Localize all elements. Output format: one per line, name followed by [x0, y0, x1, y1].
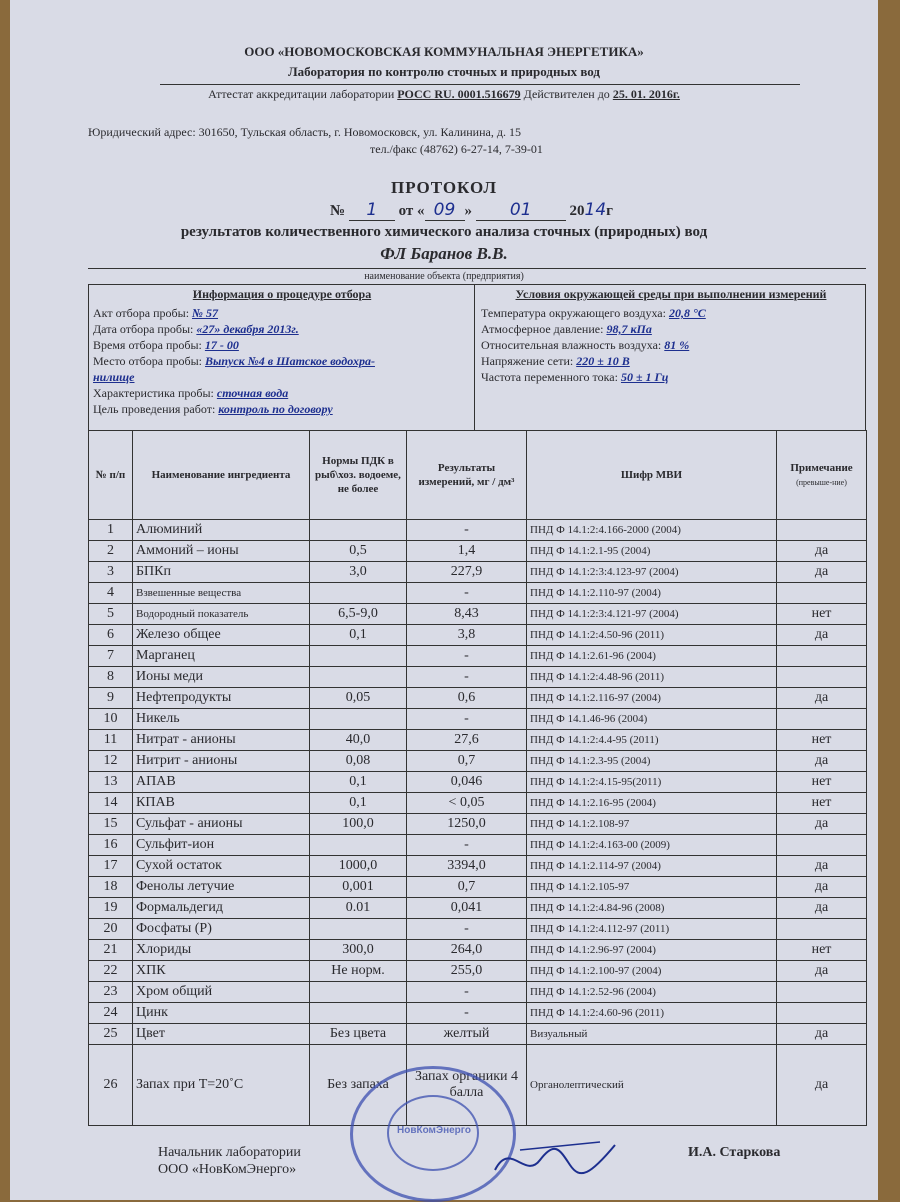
cell-num: 8: [89, 667, 133, 688]
sampling-info: Информация о процедуре отбора Акт отбора пробы: № 57 Дата отбора пробы: «27» декабря 2013г. Время отбора пробы: 17 - 00 Место отбора пробы: Выпуск №4 в Шатское водохра- нилище Характеристика пробы: сточная вода Цель проведения работ: контроль по договору: [93, 287, 471, 417]
cell-name: Никель: [133, 709, 310, 730]
cell-result: -: [407, 667, 527, 688]
pressure-value: 98,7 кПа: [606, 322, 652, 336]
table-row: [89, 562, 867, 583]
cell-result: 3394,0: [407, 856, 527, 877]
cell-note: да: [777, 1024, 867, 1045]
cell-name: Ионы меди: [133, 667, 310, 688]
humidity-value: 81 %: [664, 338, 690, 352]
protocol-title: ПРОТОКОЛ: [390, 178, 497, 197]
signer-org: ООО «НовКомЭнерго»: [158, 1162, 297, 1177]
cell-result: -: [407, 982, 527, 1003]
place-value: Выпуск №4 в Шатское водохра-: [205, 354, 375, 368]
cell-norm: [310, 982, 407, 1003]
cell-norm: 0,05: [310, 688, 407, 709]
col-header-note: Примечание (превыше-ние): [777, 431, 867, 520]
cell-method: ПНД Ф 14.1:2.61-96 (2004): [527, 646, 777, 667]
cell-method: ПНД Ф 14.1:2:4.15-95(2011): [527, 772, 777, 793]
cell-note: нет: [777, 940, 867, 961]
cell-result: 8,43: [407, 604, 527, 625]
legal-address: Юридический адрес: 301650, Тульская область, г. Новомосковск, ул. Калинина, д. 15: [88, 125, 521, 139]
protocol-month: 01: [509, 200, 532, 220]
cell-norm: 40,0: [310, 730, 407, 751]
cell-norm: 0,1: [310, 772, 407, 793]
cell-norm: [310, 1003, 407, 1024]
accreditation-line: Аттестат аккредитации лаборатории РОСС RU. 0001.516679 Действителен до 25. 01. 2016г.: [208, 87, 680, 101]
cell-norm: 3,0: [310, 562, 407, 583]
table-row: [89, 940, 867, 961]
cell-num: 6: [89, 625, 133, 646]
table-row: [89, 772, 867, 793]
cell-note: [777, 982, 867, 1003]
cell-num: 13: [89, 772, 133, 793]
cell-name: Цвет: [133, 1024, 310, 1045]
cell-name: Алюминий: [133, 520, 310, 541]
org-name: ООО «НОВОМОСКОВСКАЯ КОММУНАЛЬНАЯ ЭНЕРГЕТИКА»: [244, 44, 644, 59]
time-value: 17 - 00: [204, 338, 239, 352]
object-name: ФЛ Баранов В.В.: [380, 244, 508, 263]
cell-name: ХПК: [133, 961, 310, 982]
goal-value: контроль по договору: [218, 402, 333, 416]
sampling-title: Информация о процедуре отбора: [192, 287, 372, 301]
cell-method: ПНД Ф 14.1:2.16-95 (2004): [527, 793, 777, 814]
cell-note: [777, 520, 867, 541]
cell-num: 9: [89, 688, 133, 709]
cell-note: [777, 835, 867, 856]
cell-method: ПНД Ф 14.1:2.108-97: [527, 814, 777, 835]
cell-result: 0,7: [407, 751, 527, 772]
cell-result: 0,7: [407, 877, 527, 898]
cell-norm: 0.01: [310, 898, 407, 919]
col-header-method: Шифр МВИ: [527, 431, 777, 520]
table-row: [89, 520, 867, 541]
cell-method: ПНД Ф 14.1:2:4.163-00 (2009): [527, 835, 777, 856]
cell-note: [777, 667, 867, 688]
cell-name: БПКп: [133, 562, 310, 583]
cell-method: ПНД Ф 14.1:2.1-95 (2004): [527, 541, 777, 562]
cell-norm: [310, 709, 407, 730]
cell-method: ПНД Ф 14.1:2:4.112-97 (2011): [527, 919, 777, 940]
cell-name: Сульфат - анионы: [133, 814, 310, 835]
cell-result: -: [407, 1003, 527, 1024]
cell-norm: 6,5-9,0: [310, 604, 407, 625]
cell-method: ПНД Ф 14.1:2:3:4.123-97 (2004): [527, 562, 777, 583]
cell-result: 0,046: [407, 772, 527, 793]
cell-method: ПНД Ф 14.1:2:4.50-96 (2011): [527, 625, 777, 646]
cell-name: Сульфит-ион: [133, 835, 310, 856]
voltage-value: 220 ± 10 В: [576, 354, 630, 368]
cell-method: ПНД Ф 14.1:2.116-97 (2004): [527, 688, 777, 709]
cell-name: Взвешенные вещества: [133, 583, 310, 604]
table-row: [89, 646, 867, 667]
cell-name: Сухой остаток: [133, 856, 310, 877]
cell-num: 26: [89, 1045, 133, 1126]
cell-method: ПНД Ф 14.1:2:4.84-96 (2008): [527, 898, 777, 919]
table-row: [89, 961, 867, 982]
cell-note: да: [777, 562, 867, 583]
cell-num: 22: [89, 961, 133, 982]
table-row: [89, 667, 867, 688]
cell-result: желтый: [407, 1024, 527, 1045]
cell-note: да: [777, 688, 867, 709]
cell-num: 5: [89, 604, 133, 625]
cell-result: -: [407, 646, 527, 667]
cell-result: Запах органики 4 балла: [407, 1045, 527, 1126]
cell-num: 11: [89, 730, 133, 751]
table-row: [89, 709, 867, 730]
cell-method: ПНД Ф 14.1:2:4.60-96 (2011): [527, 1003, 777, 1024]
protocol-year: 14: [584, 200, 607, 220]
cell-norm: 0,1: [310, 625, 407, 646]
object-caption: наименование объекта (предприятия): [364, 271, 524, 282]
cell-num: 15: [89, 814, 133, 835]
cell-norm: Без цвета: [310, 1024, 407, 1045]
cell-result: -: [407, 709, 527, 730]
table-row: [89, 583, 867, 604]
cell-result: -: [407, 583, 527, 604]
header-divider: [160, 84, 800, 85]
table-row: [89, 541, 867, 562]
act-value: № 57: [192, 306, 219, 320]
temp-value: 20,8 °С: [668, 306, 706, 320]
cell-norm: [310, 583, 407, 604]
cell-note: да: [777, 856, 867, 877]
table-row: [89, 751, 867, 772]
cell-result: 264,0: [407, 940, 527, 961]
cell-note: да: [777, 961, 867, 982]
cell-num: 23: [89, 982, 133, 1003]
cell-norm: [310, 520, 407, 541]
cell-method: ПНД Ф 14.1:2.52-96 (2004): [527, 982, 777, 1003]
cell-note: [777, 709, 867, 730]
lab-stamp: НовКомЭнерго: [350, 1066, 516, 1202]
cell-method: ПНД Ф 14.1:2:4.4-95 (2011): [527, 730, 777, 751]
cell-note: да: [777, 751, 867, 772]
cell-norm: [310, 919, 407, 940]
cell-note: да: [777, 1045, 867, 1126]
phone-fax: тел./факс (48762) 6-27-14, 7-39-01: [370, 142, 543, 156]
cell-result: 1250,0: [407, 814, 527, 835]
cell-result: -: [407, 919, 527, 940]
cell-note: да: [777, 541, 867, 562]
cell-method: ПНД Ф 14.1:2.96-97 (2004): [527, 940, 777, 961]
cell-num: 10: [89, 709, 133, 730]
signer-name: И.А. Старкова: [688, 1145, 781, 1160]
cell-method: ПНД Ф 14.1:2.100-97 (2004): [527, 961, 777, 982]
cell-num: 18: [89, 877, 133, 898]
cell-result: -: [407, 835, 527, 856]
cell-num: 3: [89, 562, 133, 583]
table-row: [89, 625, 867, 646]
cell-method: Органолептический: [527, 1045, 777, 1126]
table-row: [89, 898, 867, 919]
cell-norm: 1000,0: [310, 856, 407, 877]
cell-result: 0,041: [407, 898, 527, 919]
cell-num: 1: [89, 520, 133, 541]
info-block: [88, 284, 866, 431]
table-row: [89, 730, 867, 751]
cell-result: 27,6: [407, 730, 527, 751]
cell-norm: 0,001: [310, 877, 407, 898]
cell-result: 3,8: [407, 625, 527, 646]
cell-name: Хлориды: [133, 940, 310, 961]
protocol-day: 09: [433, 200, 456, 220]
results-table: [88, 430, 867, 1126]
cell-note: да: [777, 898, 867, 919]
protocol-subtitle: результатов количественного химического анализа сточных (природных) вод: [180, 224, 708, 240]
cell-name: Нитрит - анионы: [133, 751, 310, 772]
date-value: «27» декабря 2013г.: [196, 322, 299, 336]
cell-name: Формальдегид: [133, 898, 310, 919]
cell-num: 4: [89, 583, 133, 604]
table-row: [89, 856, 867, 877]
document-page: [10, 0, 878, 1200]
cell-name: Нитрат - анионы: [133, 730, 310, 751]
protocol-number: 1: [366, 200, 378, 220]
cell-method: ПНД Ф 14.1:2:3:4.121-97 (2004): [527, 604, 777, 625]
table-row: [89, 793, 867, 814]
cell-name: Аммоний – ионы: [133, 541, 310, 562]
cell-num: 16: [89, 835, 133, 856]
cell-norm: Без запаха: [310, 1045, 407, 1126]
protocol-number-line: № 1 от « 09 » 01 2014г: [330, 200, 613, 220]
cell-name: Хром общий: [133, 982, 310, 1003]
table-row: [89, 688, 867, 709]
cell-note: да: [777, 814, 867, 835]
cell-norm: 100,0: [310, 814, 407, 835]
cell-result: 0,6: [407, 688, 527, 709]
cell-note: [777, 919, 867, 940]
cell-result: 227,9: [407, 562, 527, 583]
cell-norm: [310, 835, 407, 856]
cell-num: 14: [89, 793, 133, 814]
cell-num: 24: [89, 1003, 133, 1024]
cell-name: Водородный показатель: [133, 604, 310, 625]
cell-result: -: [407, 520, 527, 541]
col-header-norm: Нормы ПДК в рыб\хоз. водоеме, не более: [310, 431, 407, 520]
cell-note: нет: [777, 604, 867, 625]
table-row: [89, 604, 867, 625]
col-header-num: № п/п: [89, 431, 133, 520]
signer-role: Начальник лаборатории: [158, 1145, 301, 1160]
cell-num: 20: [89, 919, 133, 940]
cell-result: 255,0: [407, 961, 527, 982]
cell-method: Визуальный: [527, 1024, 777, 1045]
cell-note: [777, 646, 867, 667]
cell-method: ПНД Ф 14.1:2.114-97 (2004): [527, 856, 777, 877]
cell-norm: [310, 646, 407, 667]
cell-name: Марганец: [133, 646, 310, 667]
col-header-name: Наименование ингредиента: [133, 431, 310, 520]
cell-method: ПНД Ф 14.1:2.105-97: [527, 877, 777, 898]
cell-num: 7: [89, 646, 133, 667]
cell-norm: 300,0: [310, 940, 407, 961]
cell-name: Фосфаты (Р): [133, 919, 310, 940]
cell-note: да: [777, 877, 867, 898]
conditions-info: Условия окружающей среды при выполнении измерений Температура окружающего воздуха: 20,8 °С Атмосферное давление: 98,7 кПа Относительная влажность воздуха: 81 % Напряжение сети: 220 ± 10 В Частота переменного тока: 50 ± 1 Гц: [481, 287, 861, 385]
cell-num: 17: [89, 856, 133, 877]
info-divider: [474, 285, 475, 430]
frequency-value: 50 ± 1 Гц: [620, 370, 669, 384]
table-row: [89, 1024, 867, 1045]
cell-method: ПНД Ф 14.1.46-96 (2004): [527, 709, 777, 730]
cell-name: Цинк: [133, 1003, 310, 1024]
cell-name: Запах при Т=20˚С: [133, 1045, 310, 1126]
cell-num: 12: [89, 751, 133, 772]
cell-name: КПАВ: [133, 793, 310, 814]
table-row: [89, 814, 867, 835]
cell-num: 21: [89, 940, 133, 961]
cell-note: нет: [777, 793, 867, 814]
table-row: [89, 982, 867, 1003]
lab-name: Лаборатория по контролю сточных и природных вод: [287, 64, 601, 79]
signature: [490, 1130, 620, 1190]
conditions-title: Условия окружающей среды при выполнении измерений: [515, 287, 827, 301]
cell-norm: [310, 667, 407, 688]
cell-name: Нефтепродукты: [133, 688, 310, 709]
table-header-row: [89, 431, 867, 520]
cell-norm: 0,5: [310, 541, 407, 562]
cell-norm: 0,08: [310, 751, 407, 772]
object-underline: [88, 268, 866, 269]
cell-method: ПНД Ф 14.1:2.110-97 (2004): [527, 583, 777, 604]
cell-note: [777, 583, 867, 604]
col-header-result: Результаты измерений, мг / дм³: [407, 431, 527, 520]
cell-num: 19: [89, 898, 133, 919]
char-value: сточная вода: [216, 386, 289, 400]
cell-note: нет: [777, 772, 867, 793]
cell-note: нет: [777, 730, 867, 751]
table-row: [89, 1003, 867, 1024]
cell-method: ПНД Ф 14.1:2.3-95 (2004): [527, 751, 777, 772]
table-row: [89, 835, 867, 856]
cell-num: 25: [89, 1024, 133, 1045]
cell-num: 2: [89, 541, 133, 562]
cell-result: 1,4: [407, 541, 527, 562]
cell-norm: Не норм.: [310, 961, 407, 982]
cell-note: [777, 1003, 867, 1024]
table-row: [89, 877, 867, 898]
cell-result: < 0,05: [407, 793, 527, 814]
cell-norm: 0,1: [310, 793, 407, 814]
cell-name: АПАВ: [133, 772, 310, 793]
cell-name: Фенолы летучие: [133, 877, 310, 898]
cell-method: ПНД Ф 14.1:2:4.48-96 (2011): [527, 667, 777, 688]
cell-method: ПНД Ф 14.1:2:4.166-2000 (2004): [527, 520, 777, 541]
cell-note: да: [777, 625, 867, 646]
table-row: [89, 919, 867, 940]
cell-name: Железо общее: [133, 625, 310, 646]
